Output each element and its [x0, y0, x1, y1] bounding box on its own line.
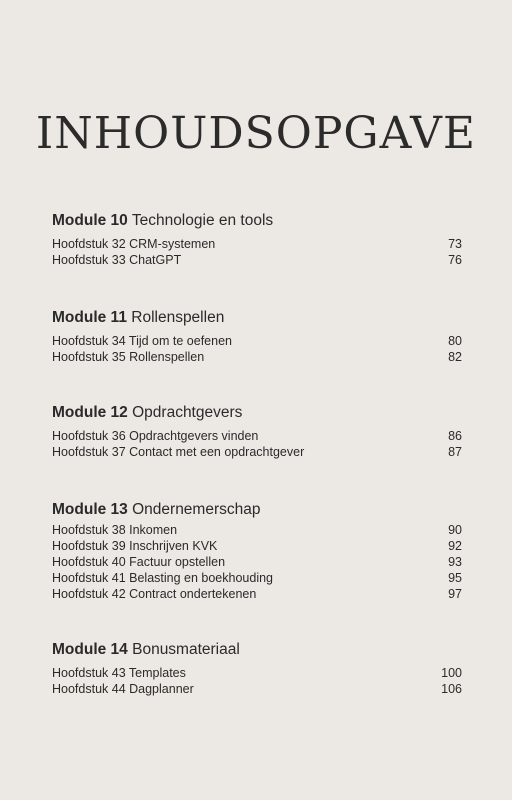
- chapter-row: [52, 586, 462, 602]
- module-section-10: [52, 211, 462, 268]
- chapter-page-number: 80: [448, 334, 462, 348]
- module-number: Module 14: [52, 641, 128, 658]
- chapter-page-number: 97: [448, 587, 462, 601]
- chapter-row: [52, 554, 462, 570]
- module-name: Bonusmateriaal: [132, 641, 240, 658]
- chapter-row: [52, 428, 462, 444]
- chapter-row: [52, 252, 462, 268]
- chapter-title: Hoofdstuk 35 Rollenspellen: [52, 350, 205, 364]
- module-section-11: [52, 308, 462, 365]
- module-section-13: [52, 500, 462, 602]
- chapter-row: [52, 522, 462, 538]
- module-section-14: [52, 640, 462, 697]
- page-title: INHOUDSOPGAVE: [35, 108, 477, 159]
- chapter-row: [52, 681, 462, 697]
- chapter-page-number: 106: [441, 682, 462, 696]
- module-number: Module 10: [52, 212, 128, 229]
- module-heading: [52, 308, 462, 328]
- chapter-page-number: 82: [448, 350, 462, 364]
- module-heading: [52, 211, 462, 231]
- chapter-page-number: 86: [448, 429, 462, 443]
- chapter-title: Hoofdstuk 32 CRM-systemen: [52, 237, 216, 251]
- chapter-page-number: 76: [448, 253, 462, 267]
- chapter-row: [52, 333, 462, 349]
- chapter-row: [52, 665, 462, 681]
- chapter-title: Hoofdstuk 33 ChatGPT: [52, 253, 182, 267]
- module-number: Module 12: [52, 404, 128, 421]
- module-name: Technologie en tools: [131, 212, 274, 229]
- chapter-page-number: 95: [448, 571, 462, 585]
- module-name: Opdrachtgevers: [132, 404, 243, 421]
- module-number: Module 13: [52, 501, 128, 518]
- chapter-row: [52, 538, 462, 554]
- chapter-title: Hoofdstuk 42 Contract ondertekenen: [52, 587, 257, 601]
- chapter-row: [52, 349, 462, 365]
- chapter-page-number: 90: [448, 523, 462, 537]
- chapter-title: Hoofdstuk 38 Inkomen: [52, 523, 178, 537]
- module-heading: [52, 403, 462, 423]
- module-section-12: [52, 403, 462, 460]
- chapter-page-number: 100: [441, 666, 462, 680]
- module-heading: [52, 640, 462, 660]
- chapter-page-number: 73: [448, 237, 462, 251]
- chapter-title: Hoofdstuk 36 Opdrachtgevers vinden: [52, 429, 259, 443]
- chapter-page-number: 92: [448, 539, 462, 553]
- chapter-row: [52, 236, 462, 252]
- chapter-title: Hoofdstuk 43 Templates: [52, 666, 186, 680]
- chapter-title: Hoofdstuk 34 Tijd om te oefenen: [52, 334, 232, 348]
- chapter-row: [52, 444, 462, 460]
- chapter-title: Hoofdstuk 39 Inschrijven KVK: [52, 539, 218, 553]
- chapter-row: [52, 570, 462, 586]
- chapter-page-number: 93: [448, 555, 462, 569]
- chapter-title: Hoofdstuk 41 Belasting en boekhouding: [52, 571, 273, 585]
- module-name: Ondernemerschap: [132, 501, 261, 518]
- chapter-title: Hoofdstuk 37 Contact met een opdrachtgever: [52, 445, 305, 459]
- module-name: Rollenspellen: [131, 309, 225, 326]
- module-heading: [52, 500, 462, 520]
- chapter-title: Hoofdstuk 44 Dagplanner: [52, 682, 194, 696]
- chapter-title: Hoofdstuk 40 Factuur opstellen: [52, 555, 226, 569]
- chapter-page-number: 87: [448, 445, 462, 459]
- module-number: Module 11: [52, 309, 127, 326]
